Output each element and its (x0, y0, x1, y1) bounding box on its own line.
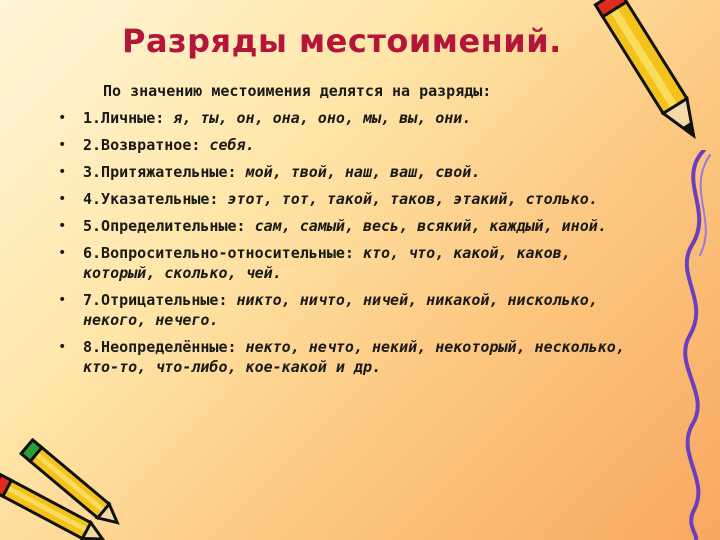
item-heading: 7.Отрицательные: (83, 291, 228, 309)
item-heading: 2.Возвратное: (83, 136, 201, 154)
list-item (58, 189, 638, 209)
item-examples: мой, твой, наш, ваш, свой. (236, 163, 481, 181)
list-item (58, 216, 638, 236)
category-list (58, 108, 638, 384)
list-item (58, 162, 638, 182)
item-examples: сам, самый, весь, всякий, каждый, иной. (245, 217, 607, 235)
bullet-icon: • (58, 137, 67, 153)
bullet-icon: • (58, 245, 67, 261)
squiggle-line-icon (670, 150, 720, 540)
intro-text: По значению местоимения делятся на разряды: (103, 82, 492, 100)
list-item (58, 290, 638, 330)
item-examples: никто, ничто, ничей, никакой, нисколько, некого, нечего. (83, 291, 598, 329)
bullet-icon: • (58, 110, 67, 126)
item-examples: некто, нечто, некий, некоторый, несколько, кто-то, что-либо, кое-какой и др. (83, 338, 625, 376)
list-item (58, 135, 638, 155)
item-examples: этот, тот, такой, таков, этакий, столько. (218, 190, 598, 208)
item-heading: 6.Вопросительно-относительные: (83, 244, 354, 262)
list-item (58, 108, 638, 128)
pencil-icon (0, 430, 120, 540)
bullet-icon: • (58, 218, 67, 234)
list-item (58, 337, 638, 377)
item-heading: 3.Притяжательные: (83, 163, 237, 181)
slide-title: Разряды местоимений. (122, 22, 562, 60)
item-examples: я, ты, он, она, оно, мы, вы, они. (164, 109, 472, 127)
list-item (58, 243, 638, 283)
item-heading: 8.Неопределённые: (83, 338, 237, 356)
bullet-icon: • (58, 292, 67, 308)
pencil-icon (590, 0, 720, 160)
item-heading: 1.Личные: (83, 109, 165, 127)
item-heading: 4.Указательные: (83, 190, 219, 208)
bullet-icon: • (58, 339, 67, 355)
bullet-icon: • (58, 164, 67, 180)
item-heading: 5.Определительные: (83, 217, 246, 235)
item-examples: кто, что, какой, каков, который, сколько, чей. (83, 244, 571, 282)
item-examples: себя. (200, 136, 255, 154)
bullet-icon: • (58, 191, 67, 207)
